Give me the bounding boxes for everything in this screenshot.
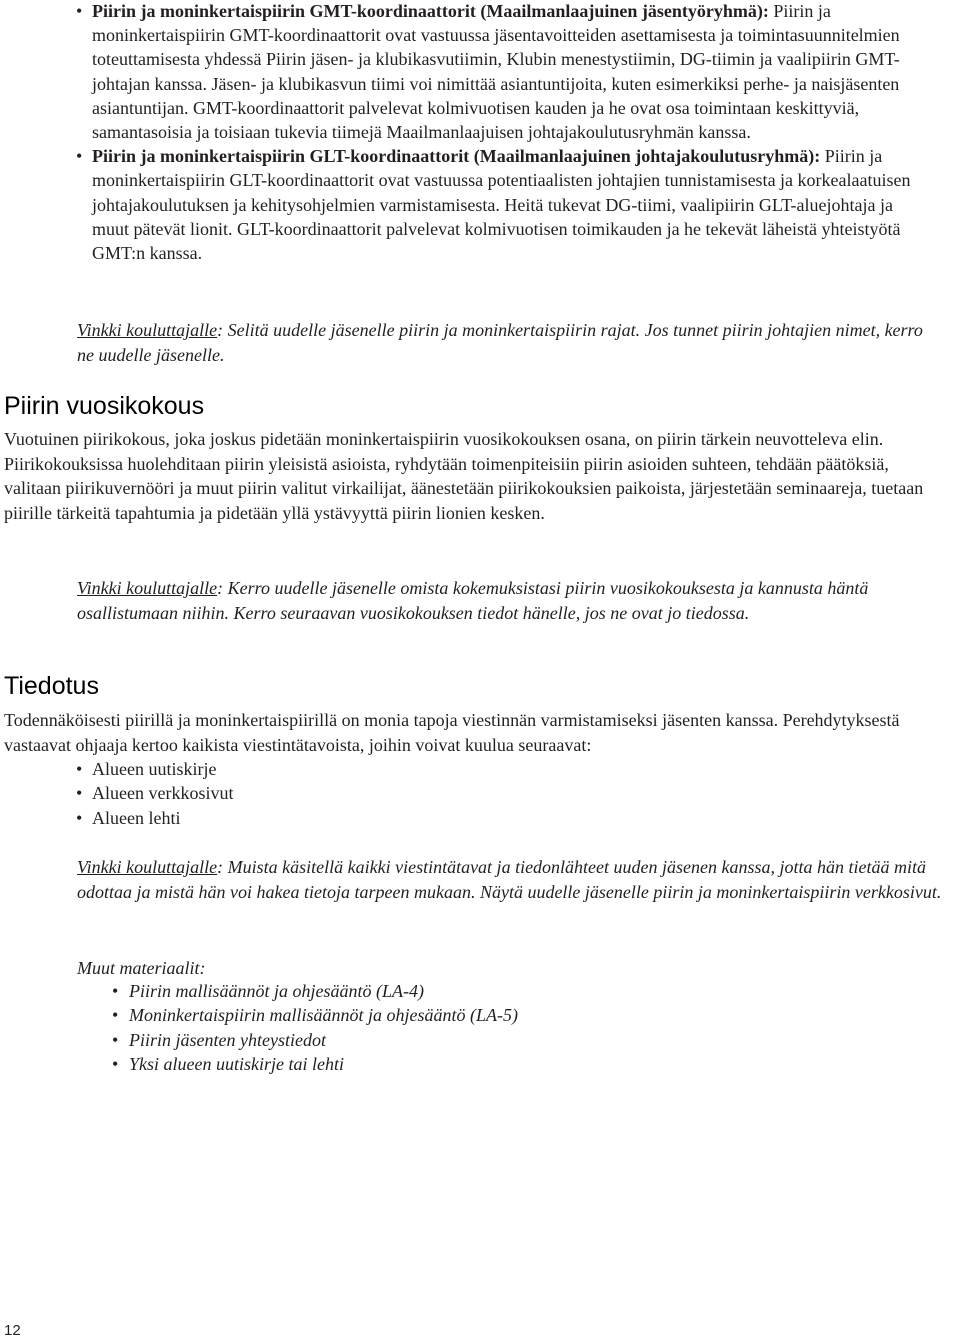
gmt-coordinators-text: Piirin ja moninkertaispiirin GMT-koordinaattorit ovat vastuussa jäsentavoitteiden asettamisesta ja toimintasuunnitelmien toteuttamisesta yhdessä Piirin jäsen- ja klubikasvutiimin, Klubin menestystiimin, DG-tiimin ja vaalipiirin GMT-johtajan kanssa. Jäsen- ja klubikasvun tiimi voi nimittää asiantuntijoita, kuten esimerkiksi perhe- ja naisjäsenten asiantuntijan. GMT-koordinaattorit palvelevat kolmivuotisen kauden ja he ovat osa toimintaan keskittyviä, samantasoisia ja toisiaan tukevia tiimejä Maailmanlaajuisen johtajakoulutusryhmän kanssa. <box>92 1 900 143</box>
trainer-tip-1: Vinkki kouluttajalle: Selitä uudelle jäsenelle piirin ja moninkertaispiirin rajat. Jos tunnet piirin johtajien nimet, kerro ne uudelle jäsenelle. <box>77 320 923 365</box>
bullet-icon: • <box>76 759 83 779</box>
bullet-icon: • <box>76 1 83 21</box>
communication-text: Todennäköisesti piirillä ja moninkertaispiirillä on monia tapoja viestinnän varmistamiseksi jäsenten kanssa. Perehdytyksestä vastaavat ohjaaja kertoo kaikista viestintätavoista, joihin voivat kuulua seuraavat: <box>4 710 900 755</box>
trainer-tip-2: Vinkki kouluttajalle: Kerro uudelle jäsenelle omista kokemuksistasi piirin vuosikokouksesta ja kannusta häntä osallistumaan niihin. Kerro seuraavan vuosikokouksen tiedot hänelle, jos ne ovat jo tiedossa. <box>77 578 869 623</box>
glt-coordinators-item <box>0 144 960 265</box>
communication-heading: Tiedotus <box>4 672 99 700</box>
gmt-coordinators-title: Piirin ja moninkertaispiirin GMT-koordinaattorit (Maailmanlaajuinen jäsentyöryhmä): <box>92 1 769 21</box>
trainer-tip-label: Vinkki kouluttajalle <box>77 857 218 877</box>
trainer-tip-text: Kerro uudelle jäsenelle omista kokemuksistasi piirin vuosikokouksesta ja kannusta häntä osallistumaan niihin. Kerro seuraavan vuosikokouksen tiedot hänelle, jos ne ovat jo tiedossa. <box>77 578 869 623</box>
trainer-tip-3: Vinkki kouluttajalle: Muista käsitellä kaikki viestintätavat ja tiedonlähteet uuden jäsenen kanssa, jotta hän tietää mitä odottaa ja mistä hän voi hakea tietoja tarpeen mukaan. Näytä uudelle jäsenelle piirin ja moninkertaispiirin verkkosivut. <box>77 857 942 902</box>
trainer-tip-label: Vinkki kouluttajalle <box>77 578 218 598</box>
trainer-tip-text: Selitä uudelle jäsenelle piirin ja moninkertaispiirin rajat. Jos tunnet piirin johtajien nimet, kerro ne uudelle jäsenelle. <box>77 320 923 365</box>
annual-meeting-text: Vuotuinen piirikokous, joka joskus pidetään moninkertaispiirin vuosikokouksen osana, on piirin tärkein neuvotteleva elin. Piirikokouksissa huolehditaan piirin yleisistä asioista, ryhdytään toimenpiteisiin piirin asioiden suhteen, tehdään päätöksiä, valitaan piirikuvernööri ja muut piirin valitut virkailijat, äänestetään piirikokouksien paikoista, järjestetään seminaareja, tuetaan piirille tärkeitä tapahtumia ja pidetään yllä ystävyyttä piirin lionien kesken. <box>4 429 924 523</box>
bullet-icon: • <box>76 807 83 828</box>
other-materials-label: Muut materiaalit: <box>77 958 206 978</box>
list-item: • Piirin mallisäännöt ja ohjesääntö (LA-4) <box>112 979 518 1003</box>
communication-channel-list <box>76 757 233 830</box>
list-item: • Alueen uutiskirje <box>76 757 233 781</box>
glt-coordinators-text: Piirin ja moninkertaispiirin GLT-koordinaattorit ovat vastuussa potentiaalisten johtajien tunnistamisesta ja korkealaatuisen johtajakoulutuksen ja kehitysohjelmien varmistamisesta. Heitä tukevat DG-tiimi, vaalipiirin GLT-aluejohtaja ja muut pätevät lionit. GLT-koordinaattorit palvelevat kolmivuotisen toimikauden ja he tekevät läheistä yhteistyötä GMT:n kanssa. <box>92 146 911 264</box>
list-item: • Moninkertaispiirin mallisäännöt ja ohjesääntö (LA-5) <box>112 1003 518 1027</box>
other-materials-list <box>112 979 518 1077</box>
role-bullet-list <box>0 0 960 265</box>
bullet-icon: • <box>76 146 83 167</box>
trainer-tip-label: Vinkki kouluttajalle <box>77 320 218 340</box>
list-item: • Yksi alueen uutiskirje tai lehti <box>112 1052 518 1076</box>
bullet-icon: • <box>112 1005 119 1026</box>
trainer-tip-text: Muista käsitellä kaikki viestintätavat ja tiedonlähteet uuden jäsenen kanssa, jotta hän tietää mitä odottaa ja mistä hän voi hakea tietoja tarpeen mukaan. Näytä uudelle jäsenelle piirin ja moninkertaispiirin verkkosivut. <box>77 857 942 902</box>
list-item: • Alueen lehti <box>76 806 233 830</box>
bullet-icon: • <box>76 783 83 804</box>
list-item: • Alueen verkkosivut <box>76 781 233 805</box>
bullet-icon: • <box>112 981 119 1001</box>
list-item: • Piirin jäsenten yhteystiedot <box>112 1028 518 1052</box>
gmt-coordinators-item <box>0 0 960 144</box>
glt-coordinators-title: Piirin ja moninkertaispiirin GLT-koordinaattorit (Maailmanlaajuinen johtajakoulutusryhmä): <box>92 146 821 167</box>
annual-meeting-heading: Piirin vuosikokous <box>4 392 205 420</box>
page-number: 12 <box>4 1322 21 1339</box>
bullet-icon: • <box>112 1029 119 1050</box>
bullet-icon: • <box>112 1054 119 1075</box>
